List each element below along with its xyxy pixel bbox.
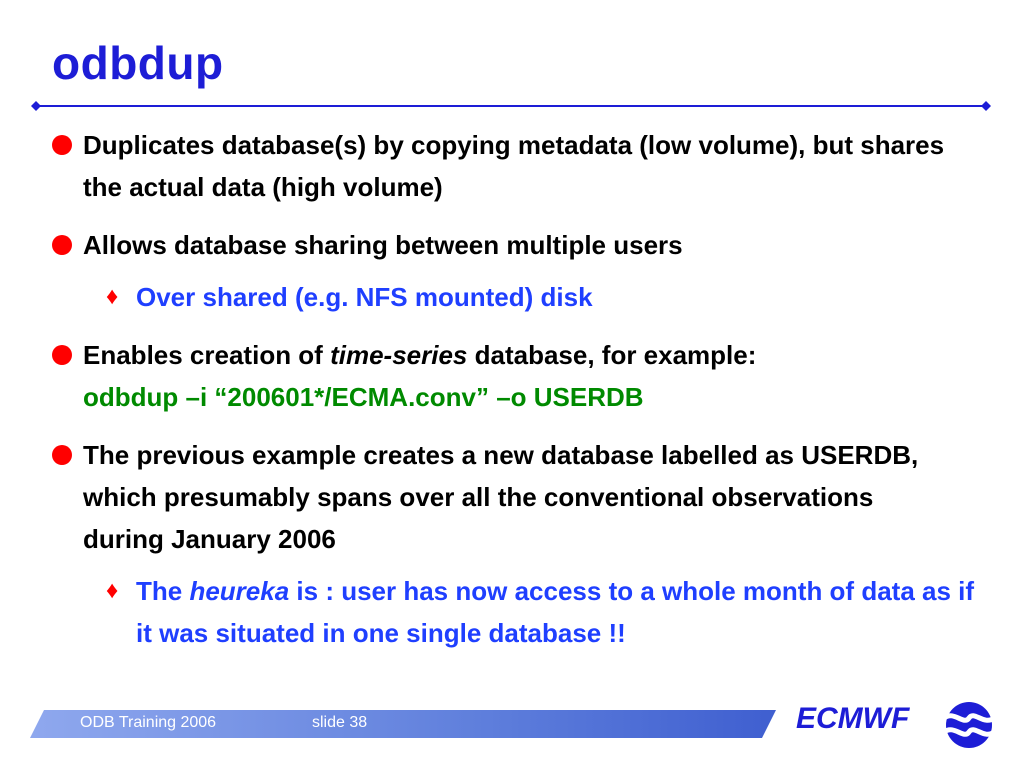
bullet-text-lead: Enables creation of <box>83 340 331 370</box>
slide-title: odbdup <box>52 37 224 89</box>
footer-slide-number: slide 38 <box>312 714 368 731</box>
divider-left-diamond <box>31 101 41 111</box>
bullet-icon <box>52 235 72 255</box>
bullet-icon <box>52 445 72 465</box>
footer-course: ODB Training 2006 <box>80 714 217 731</box>
divider-right-diamond <box>981 101 991 111</box>
sub-bullet-text: Over shared (e.g. NFS mounted) disk <box>136 282 593 312</box>
bullet-text-tail: database, for example: <box>467 340 757 370</box>
sub-bullet-item-4-1 <box>106 570 982 654</box>
slide-body <box>52 124 982 670</box>
command-example: odbdup –i “200601*/ECMA.conv” –o USERDB <box>83 382 644 412</box>
emphasis-heureka: heureka <box>189 576 290 606</box>
diamond-bullet-icon: ♦ <box>106 283 119 310</box>
bullet-item-2 <box>52 224 982 266</box>
sub-bullet-item-2-1 <box>106 276 982 318</box>
bullet-item-4 <box>52 434 982 560</box>
bullet-icon <box>52 135 72 155</box>
sub-bullet-text-tail: is : user has now access to a whole month of data as if it was situated in one single database !! <box>136 576 975 648</box>
sub-bullet-text-lead: The <box>136 576 190 606</box>
ecmwf-logo-icon <box>936 700 1002 750</box>
emphasis-time-series: time-series <box>330 340 468 370</box>
bullet-text <box>83 334 982 418</box>
diamond-bullet-icon: ♦ <box>106 577 119 604</box>
bullet-text: Duplicates database(s) by copying metadata (low volume), but shares the actual data (high volume) <box>83 130 945 202</box>
bullet-item-1 <box>52 124 982 208</box>
sub-bullet-text <box>136 570 982 654</box>
title-divider <box>30 100 992 112</box>
bullet-icon <box>52 345 72 365</box>
bullet-text: The previous example creates a new database labelled as USERDB, which presumably spans over all the conventional observations during January 2006 <box>83 440 919 554</box>
bullet-text: Allows database sharing between multiple users <box>83 230 683 260</box>
brand-name: ECMWF <box>796 702 910 735</box>
bullet-item-3 <box>52 334 982 418</box>
